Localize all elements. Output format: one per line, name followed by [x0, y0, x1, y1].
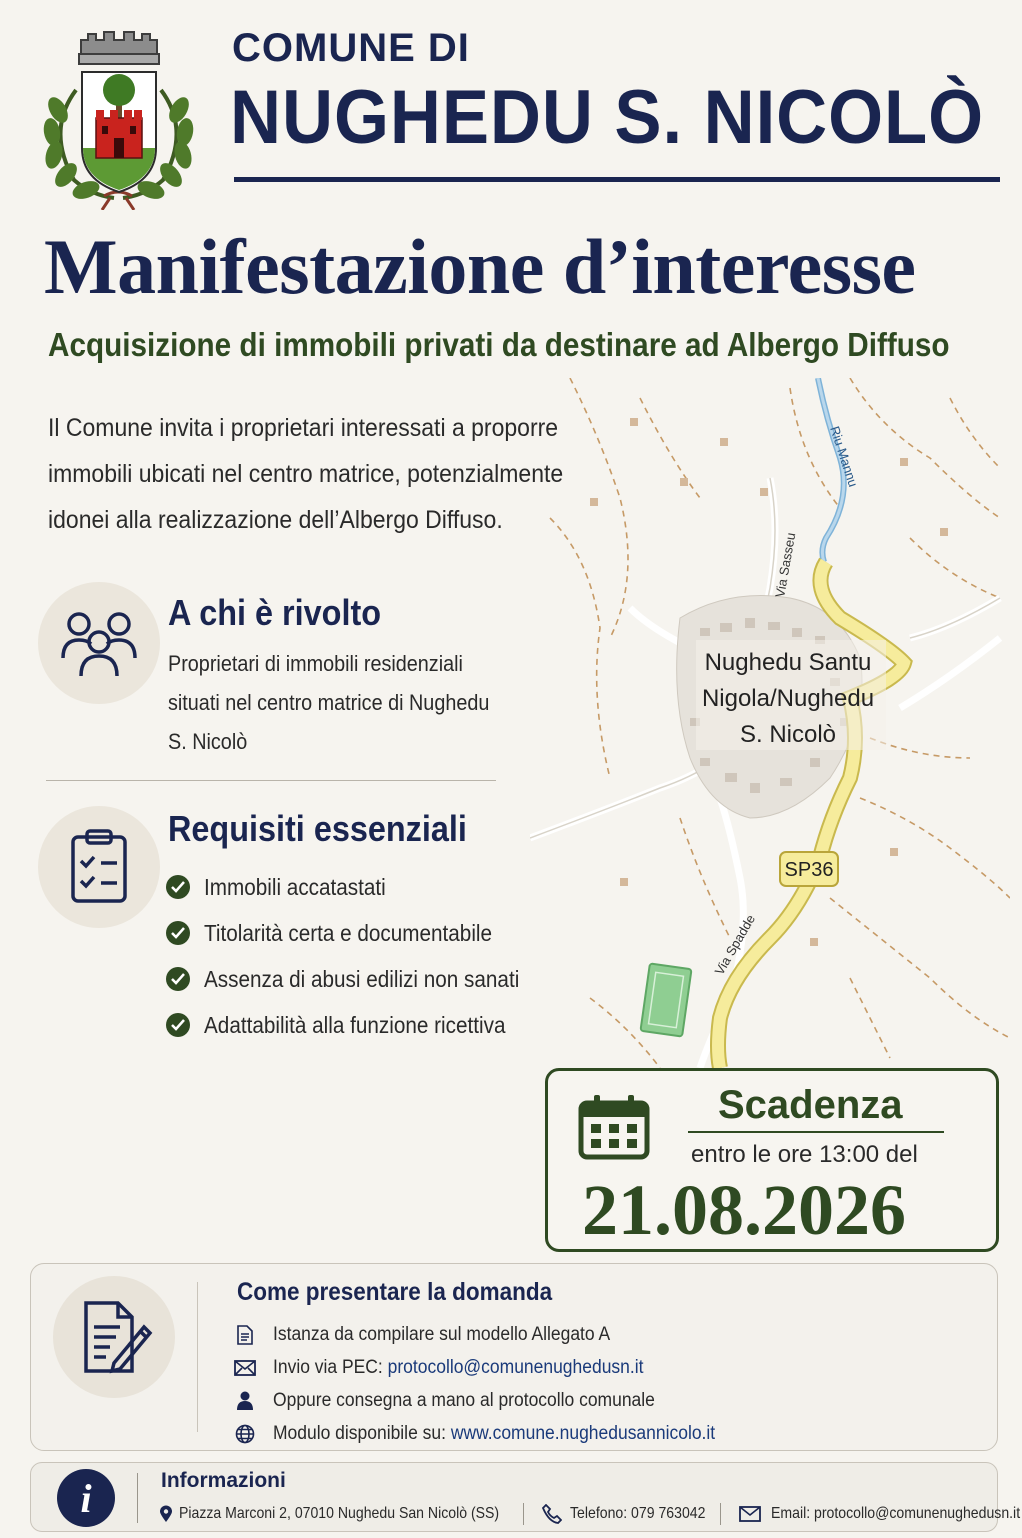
apply-list — [233, 1318, 754, 1450]
page-subtitle: Acquisizione di immobili privati da destinare ad Albergo Diffuso — [48, 326, 950, 363]
requirement-text: Immobili accatastati — [204, 873, 386, 900]
requirement-item — [166, 1002, 554, 1048]
address-text: Piazza Marconi 2, 07010 Nughedu San Nicolò (SS) — [179, 1505, 500, 1522]
info-footer — [30, 1462, 1020, 1532]
check-icon — [166, 967, 190, 991]
phone-text: Telefono: 079 763042 — [569, 1505, 706, 1522]
requirements-section-icon — [38, 806, 160, 928]
clipboard-checklist-icon — [69, 829, 129, 905]
apply-item-website — [233, 1417, 754, 1450]
apply-item-hand — [233, 1384, 754, 1417]
check-icon — [166, 875, 190, 899]
map-town-label-line2: Nigola/Nughedu — [701, 685, 875, 712]
intro-paragraph: Il Comune invita i proprietari interessati a proporre immobili ubicati nel centro matrice, potenzialmente idonei alla realizzazione dell’Albergo Diffuso. — [48, 414, 564, 534]
apply-item-text: Istanza da compilare sul modello Allegato A — [273, 1323, 611, 1345]
email-text: Email: protocollo@comunenughedusn.it — [770, 1505, 1020, 1522]
apply-item-text: Modulo disponibile su: — [273, 1422, 451, 1444]
apply-item-text: Invio via PEC: — [273, 1356, 388, 1378]
requirements-list — [166, 864, 554, 1048]
website-link[interactable]: www.comune.nughedusannicolo.it — [450, 1422, 716, 1444]
document-pen-icon — [74, 1297, 154, 1377]
info-address — [159, 1505, 543, 1523]
who-description: Proprietari di immobili residenziali situati nel centro matrice di Nughedu S. Nicolò — [168, 651, 490, 754]
requirement-item — [166, 864, 554, 910]
info-phone[interactable] — [542, 1504, 724, 1524]
info-heading: Informazioni — [161, 1469, 286, 1492]
apply-item-form — [233, 1318, 754, 1351]
info-icon: i — [57, 1469, 115, 1527]
header-town-name: NUGHEDU S. NICOLÒ — [230, 75, 985, 160]
deadline-date: 21.08.2026 — [582, 1170, 906, 1250]
how-to-apply-box — [30, 1263, 998, 1451]
municipal-crest — [36, 20, 201, 210]
info-divider — [137, 1473, 138, 1523]
requirement-item — [166, 910, 554, 956]
map-road-label-spadde: Via Spadde — [711, 911, 759, 978]
requirements-heading: Requisiti essenziali — [168, 808, 467, 849]
phone-icon — [542, 1504, 562, 1524]
who-heading: A chi è rivolto — [168, 592, 382, 633]
check-icon — [166, 921, 190, 945]
page-title: Manifestazione d’interesse — [44, 223, 916, 310]
envelope-icon — [233, 1357, 257, 1379]
envelope-icon — [739, 1506, 761, 1522]
location-pin-icon — [159, 1505, 173, 1523]
town-map — [530, 378, 1010, 1068]
info-contacts — [159, 1503, 1022, 1525]
requirement-text: Adattabilità alla funzione ricettiva — [204, 1011, 506, 1038]
requirement-item — [166, 956, 554, 1002]
deadline-box — [545, 1068, 999, 1252]
deadline-time: entro le ore 13:00 del — [691, 1141, 918, 1168]
header-divider — [234, 177, 1000, 182]
apply-item-pec — [233, 1351, 754, 1384]
map-route-badge: SP36 — [784, 859, 834, 881]
apply-item-text: Oppure consegna a mano al protocollo comunale — [273, 1389, 655, 1411]
info-email[interactable] — [739, 1505, 1022, 1523]
map-road-label-sasseu: Via Sasseu — [772, 531, 799, 599]
person-icon — [233, 1390, 257, 1412]
who-section-icon — [38, 582, 160, 704]
map-town-label-line3: S. Nicolò — [739, 721, 837, 748]
apply-section-icon — [53, 1276, 175, 1398]
requirement-text: Titolarità certa e documentabile — [204, 919, 493, 946]
requirement-text: Assenza di abusi edilizi non sanati — [204, 965, 520, 992]
section-divider — [46, 780, 496, 781]
info-separator — [720, 1503, 721, 1525]
check-icon — [166, 1013, 190, 1037]
deadline-divider — [688, 1131, 944, 1133]
globe-icon — [233, 1423, 257, 1445]
calendar-icon — [578, 1093, 650, 1161]
apply-divider — [197, 1282, 198, 1432]
pec-email-link[interactable]: protocollo@comunenughedusn.it — [387, 1356, 644, 1378]
document-icon — [233, 1324, 257, 1346]
map-river-label: Riu Mannu — [827, 424, 861, 489]
people-icon — [59, 608, 139, 678]
apply-heading: Come presentare la domanda — [237, 1278, 553, 1306]
deadline-label: Scadenza — [718, 1083, 903, 1127]
header-comune-label: COMUNE DI — [232, 26, 470, 70]
info-separator — [523, 1503, 524, 1525]
map-town-label-line1: Nughedu Santu — [704, 649, 872, 676]
